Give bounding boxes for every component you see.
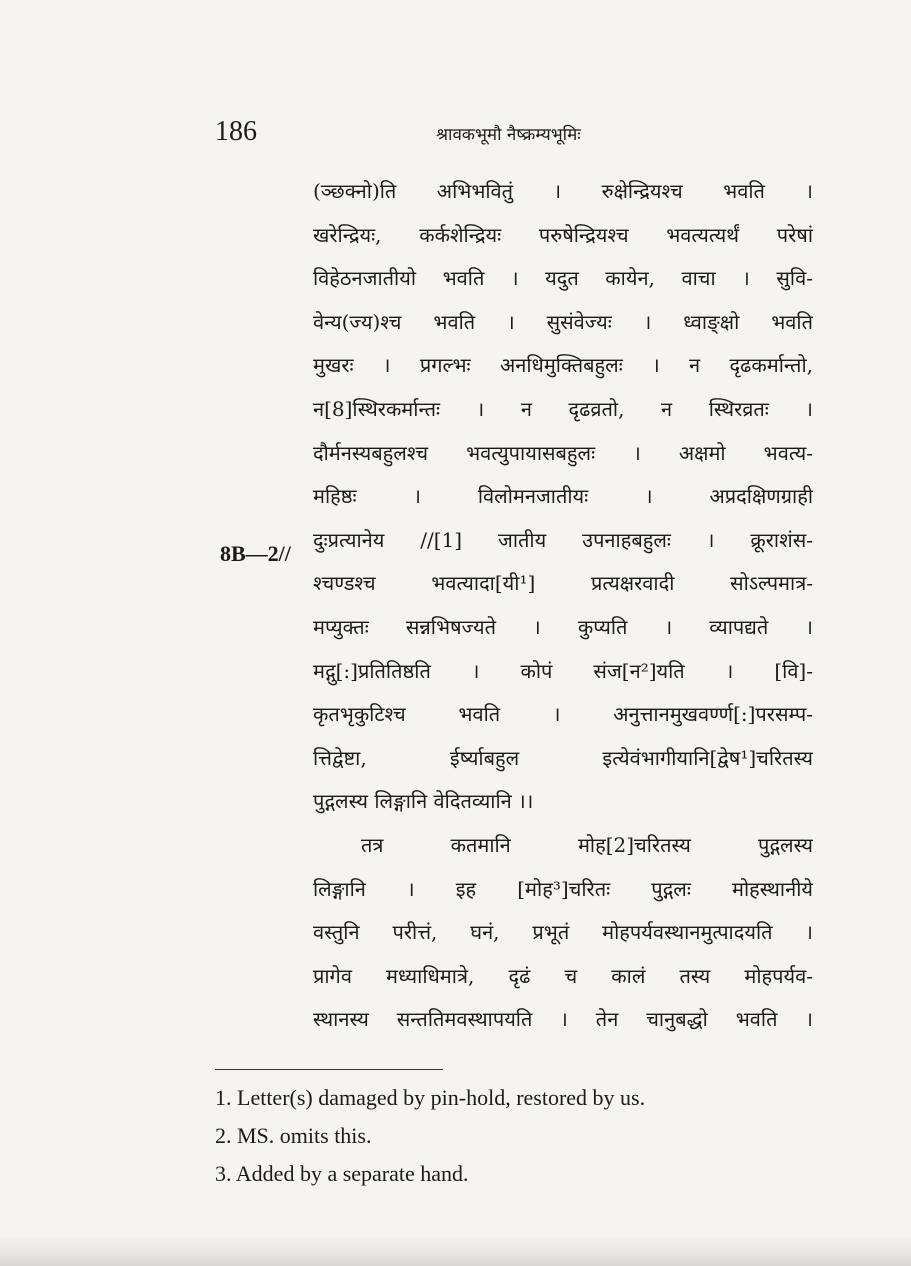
text-line: लिङ्गानि । इह [मोह³]चरितः पुद्गलः मोहस्थानीये: [313, 876, 813, 901]
text-line: कृतभृकुटिश्च भवति । अनुत्तानमुखवर्ण्ण[:]परसम्प-: [313, 702, 813, 727]
footnote-2: 2. MS. omits this.: [215, 1123, 372, 1148]
text-line: न[8]स्थिरकर्मान्तः । न दृढव्रतो, न स्थिरव्रतः ।: [313, 396, 813, 421]
text-line: खरेन्द्रियः, कर्कशेन्द्रियः परुषेन्द्रियश्च भवत्यत्यर्थं परेषां: [313, 222, 813, 247]
text-line: वेन्य(ज्य)श्च भवति । सुसंवेज्यः । ध्वाङ्क्षो भवति: [313, 309, 813, 334]
footnotes: [215, 1079, 645, 1193]
text-line: वस्तुनि परीत्तं, घनं, प्रभूतं मोहपर्यवस्थानमुत्पादयति ।: [313, 920, 813, 945]
text-line: (ञ्छक्नो)ति अभिभवितुं । रुक्षेन्द्रियश्च भवति ।: [313, 179, 813, 203]
text-line: मप्युक्तः सन्नभिषज्यते । कुप्यति । व्यापद्यते ।: [313, 614, 813, 639]
text-line: दौर्मनस्यबहुलश्च भवत्युपायासबहुलः । अक्षमो भवत्य-: [313, 440, 813, 465]
footnote-divider: [215, 1069, 443, 1070]
text-line-paragraph-end: पुद्गलस्य लिङ्गानि वेदितव्यानि ।।: [313, 789, 534, 814]
main-text-block: [313, 170, 813, 1042]
footnote-1: 1. Letter(s) damaged by pin-hold, restored by us.: [215, 1085, 646, 1110]
text-line: दुःप्रत्यानेय //[1] जातीय उपनाहबहुलः । क्रूराशंस-: [313, 527, 813, 552]
running-title: श्रावकभूमौ नैष्क्रम्यभूमिः: [436, 125, 581, 145]
text-line: महिष्ठः । विलोमनजातीयः । अप्रदक्षिणग्राही: [313, 484, 813, 509]
text-line: विहेठनजातीयो भवति । यदुत कायेन, वाचा । सुवि-: [313, 266, 813, 291]
text-line: श्चण्डश्च भवत्यादा[यी¹] प्रत्यक्षरवादी सोऽल्पमात्र-: [313, 571, 813, 596]
text-line: स्थानस्य सन्ततिमवस्थापयति । तेन चानुबद्धो भवति ।: [313, 1007, 813, 1032]
text-line: मद्गु[:]प्रतितिष्ठति । कोपं संज[न²]यति । [वि]-: [313, 658, 813, 683]
text-line: मुखरः । प्रगल्भः अनधिमुक्तिबहुलः । न दृढकर्मान्तो,: [313, 353, 813, 378]
text-line: प्रागेव मध्याधिमात्रे, दृढं च कालं तस्य मोहपर्यव-: [313, 963, 813, 988]
text-line: त्तिद्वेष्टा, ईर्ष्याबहुल इत्येवंभागीयानि[द्वेष¹]चरितस्य: [313, 745, 813, 770]
footnote-3: 3. Added by a separate hand.: [215, 1161, 469, 1186]
manuscript-folio-note: 8B—2//: [220, 541, 291, 566]
scan-bottom-edge: [0, 1236, 911, 1266]
page-number: 186: [215, 116, 257, 147]
text-line-paragraph-start: तत्र कतमानि मोह[2]चरितस्य पुद्गलस्य: [361, 832, 813, 857]
